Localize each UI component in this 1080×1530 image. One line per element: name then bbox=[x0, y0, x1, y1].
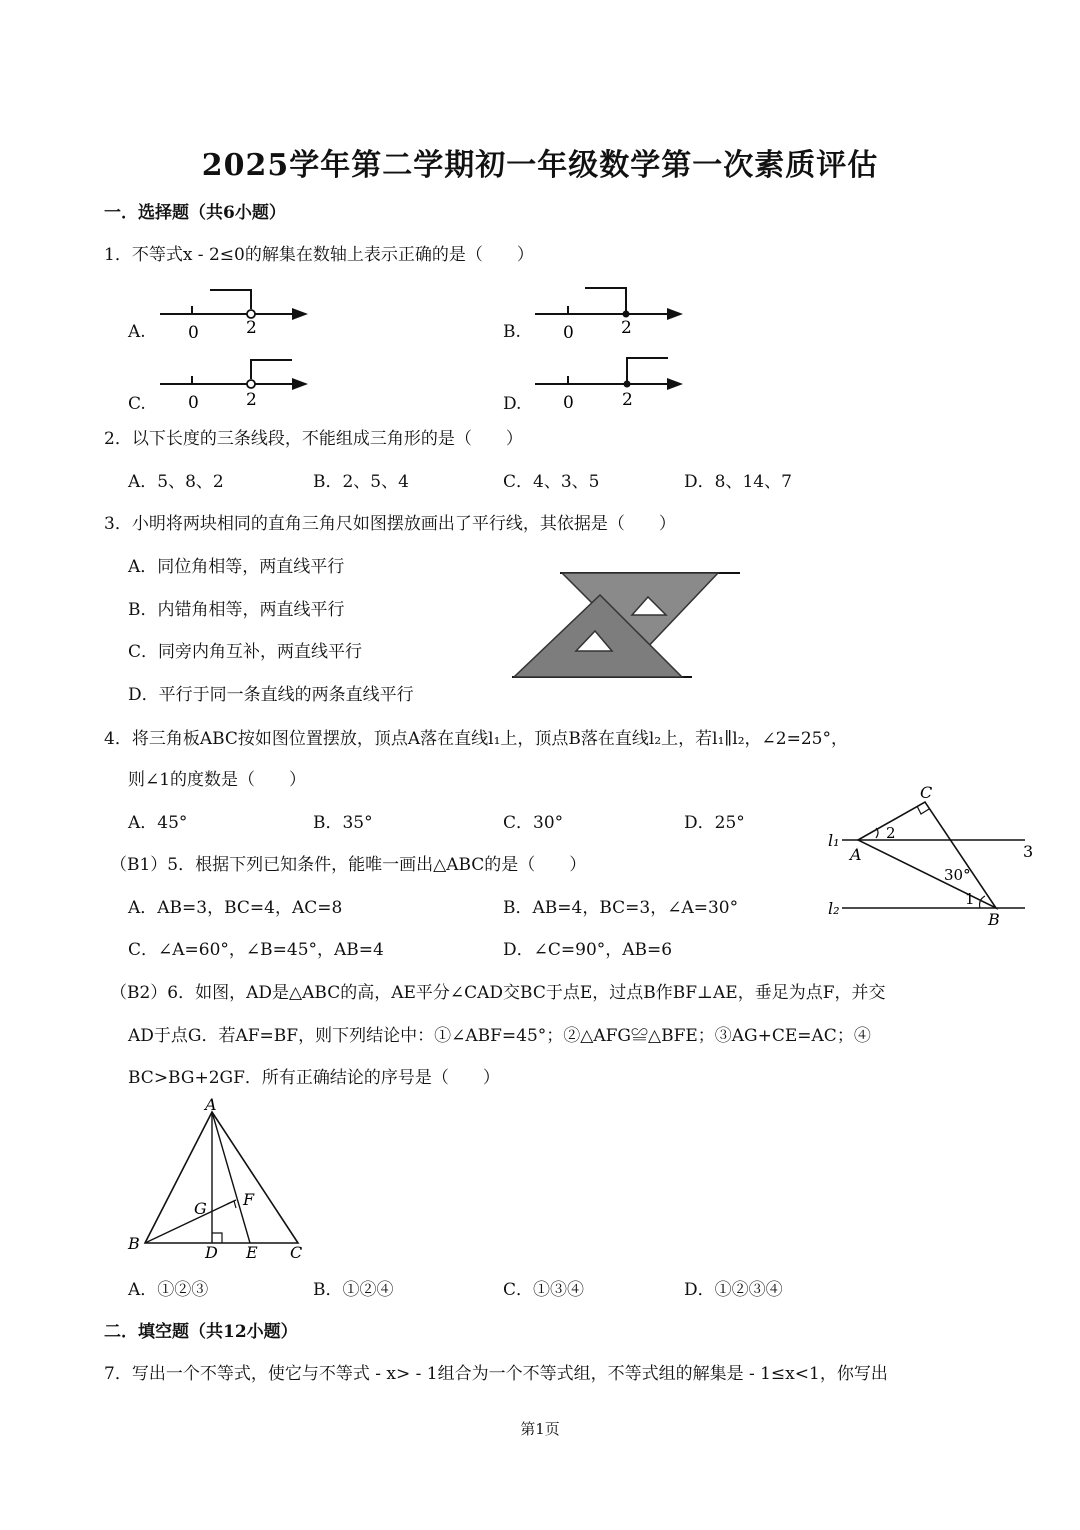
q6-label-c: C bbox=[290, 1243, 303, 1262]
question-4-stem-line2: 则∠1的度数是（ ） bbox=[128, 770, 307, 790]
q4-label-l2: l₂ bbox=[828, 899, 840, 918]
q1-option-a-label: A. bbox=[128, 322, 146, 342]
q3-option-c: C．同旁内角互补，两直线平行 bbox=[128, 642, 363, 662]
q4-label-b: B bbox=[988, 910, 1000, 929]
q6-label-d: D bbox=[205, 1243, 218, 1262]
q4-option-c: C．30° bbox=[503, 813, 564, 833]
question-6-stem-line1: （B2）6．如图，AD是△ABC的高，AE平分∠CAD交BC于点E，过点B作BF⊥AE，垂足为点F，并交 bbox=[110, 983, 886, 1003]
question-6-stem-line2: AD于点G．若AF=BF，则下列结论中：①∠ABF=45°；②△AFG≌△BFE；③AG+CE=AC；④ bbox=[128, 1026, 871, 1046]
q4-label-3: 3 bbox=[1023, 842, 1034, 861]
q5-option-a: A．AB=3，BC=4，AC=8 bbox=[128, 898, 343, 918]
q2-option-c: C．4、3、5 bbox=[503, 472, 600, 492]
q2-option-b: B．2、5、4 bbox=[313, 472, 409, 492]
number-line-a bbox=[160, 290, 308, 343]
number-line-d bbox=[535, 358, 683, 413]
q4-label-30: 30° bbox=[944, 866, 971, 884]
q6-option-b: B．①②④ bbox=[313, 1280, 394, 1300]
question-5-stem: （B1）5．根据下列已知条件，能唯一画出△ABC的是（ ） bbox=[110, 855, 587, 875]
q6-label-f: F bbox=[243, 1190, 255, 1209]
page-title: 2025学年第二学期初一年级数学第一次素质评估 bbox=[201, 148, 879, 183]
q6-label-b: B bbox=[128, 1234, 140, 1253]
q4-label-c: C bbox=[920, 783, 933, 802]
tick-0-a: 0 bbox=[188, 323, 199, 343]
question-2-stem: 2．以下长度的三条线段，不能组成三角形的是（ ） bbox=[104, 429, 523, 449]
tick-0-b: 0 bbox=[563, 323, 574, 343]
number-line-b bbox=[535, 288, 683, 343]
q5-option-d: D．∠C=90°，AB=6 bbox=[503, 940, 673, 960]
question-1-stem: 1．不等式x - 2≤0的解集在数轴上表示正确的是（ ） bbox=[104, 245, 534, 265]
q4-option-d: D．25° bbox=[684, 813, 745, 833]
q6-option-c: C．①③④ bbox=[503, 1280, 585, 1300]
q4-label-a: A bbox=[850, 845, 862, 864]
q6-label-g: G bbox=[194, 1199, 207, 1218]
tick-2-a: 2 bbox=[246, 318, 257, 338]
q2-option-d: D．8、14、7 bbox=[684, 472, 792, 492]
tick-2-c: 2 bbox=[246, 390, 257, 410]
q3-option-d: D．平行于同一条直线的两条直线平行 bbox=[128, 685, 414, 705]
q3-option-a: A．同位角相等，两直线平行 bbox=[128, 557, 345, 577]
question-4-stem-line1: 4．将三角板ABC按如图位置摆放，顶点A落在直线l₁上，顶点B落在直线l₂上，若l₁∥l₂，∠2=25°， bbox=[104, 729, 848, 749]
tick-2-d: 2 bbox=[622, 390, 633, 410]
q3-option-b: B．内错角相等，两直线平行 bbox=[128, 600, 345, 620]
q5-option-c: C．∠A=60°，∠B=45°，AB=4 bbox=[128, 940, 384, 960]
number-line-c bbox=[160, 360, 308, 413]
q2-option-a: A．5、8、2 bbox=[128, 472, 224, 492]
q4-label-1: 1 bbox=[965, 890, 975, 908]
q4-option-a: A．45° bbox=[128, 813, 188, 833]
question-6-stem-line3: BC>BG+2GF．所有正确结论的序号是（ ） bbox=[128, 1068, 500, 1088]
section-heading-choice: 一．选择题（共6小题） bbox=[104, 203, 286, 223]
q5-option-b: B．AB=4，BC=3，∠A=30° bbox=[503, 898, 739, 918]
q6-option-a: A．①②③ bbox=[128, 1280, 209, 1300]
q4-triangle-figure bbox=[820, 780, 1045, 930]
question-3-stem: 3．小明将两块相同的直角三角尺如图摆放画出了平行线，其依据是（ ） bbox=[104, 514, 676, 534]
tick-0-c: 0 bbox=[188, 393, 199, 413]
q6-label-e: E bbox=[246, 1243, 258, 1262]
q1-option-d-label: D. bbox=[503, 394, 522, 414]
q6-triangle-figure bbox=[120, 1092, 320, 1267]
page-number: 第1页 bbox=[520, 1420, 560, 1438]
section-heading-fill: 二．填空题（共12小题） bbox=[104, 1322, 298, 1342]
q4-label-2: 2 bbox=[886, 824, 896, 842]
q4-label-l1: l₁ bbox=[828, 831, 840, 850]
question-7-stem: 7．写出一个不等式，使它与不等式 - x> - 1组合为一个不等式组，不等式组的解集是 - 1≤x<1，你写出 bbox=[104, 1364, 888, 1384]
q4-option-b: B．35° bbox=[313, 813, 373, 833]
q6-label-a: A bbox=[205, 1095, 217, 1114]
tick-2-b: 2 bbox=[621, 318, 632, 338]
q1-option-b-label: B. bbox=[503, 322, 521, 342]
q3-set-square-figure bbox=[500, 565, 745, 685]
tick-0-d: 0 bbox=[563, 393, 574, 413]
q1-option-c-label: C. bbox=[128, 394, 146, 414]
q6-option-d: D．①②③④ bbox=[684, 1280, 783, 1300]
